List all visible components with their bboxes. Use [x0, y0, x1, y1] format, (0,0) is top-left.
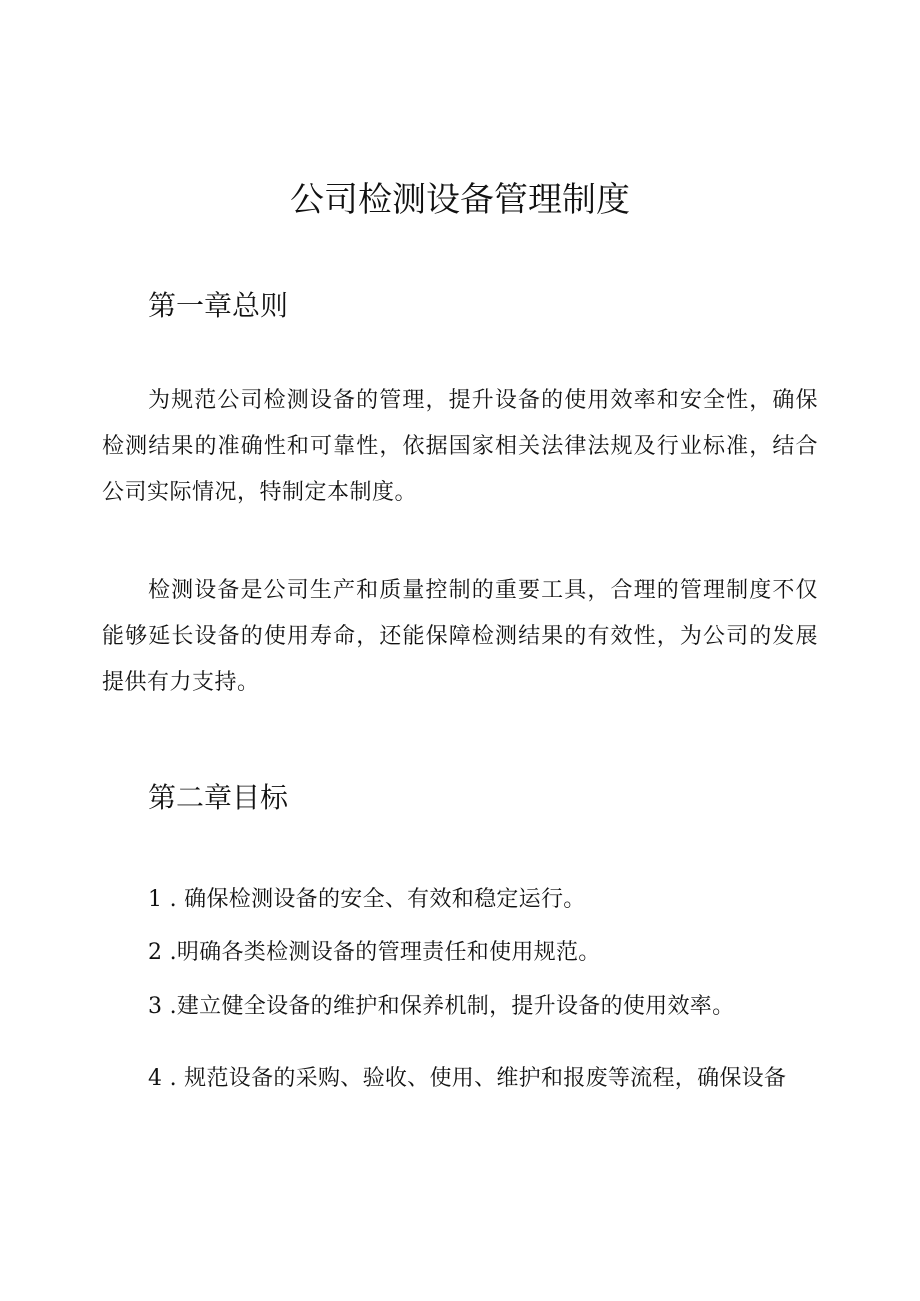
chapter-1-heading: 第一章总则 — [148, 289, 289, 322]
chapter-1-paragraph-2: 检测设备是公司生产和质量控制的重要工具，合理的管理制度不仅能够延长设备的使用寿命，还能保障检测结果的有效性，为公司的发展提供有力支持。 — [102, 578, 818, 695]
chapter-2-heading: 第二章目标 — [148, 781, 289, 814]
goal-list-item-2: 2 .明确各类检测设备的管理责任和使用规范。 — [148, 940, 601, 965]
chapter-1-paragraph-1: 为规范公司检测设备的管理，提升设备的使用效率和安全性，确保检测结果的准确性和可靠性，依据国家相关法律法规及行业标准，结合公司实际情况，特制定本制度。 — [102, 388, 818, 505]
goal-list-item-4: 4 . 规范设备的采购、验收、使用、维护和报废等流程，确保设备 — [148, 1066, 787, 1091]
document-title: 公司检测设备管理制度 — [290, 180, 630, 220]
goal-list-item-1: 1 . 确保检测设备的安全、有效和稳定运行。 — [148, 887, 586, 912]
goal-list-item-3: 3 .建立健全设备的维护和保养机制，提升设备的使用效率。 — [148, 994, 735, 1019]
